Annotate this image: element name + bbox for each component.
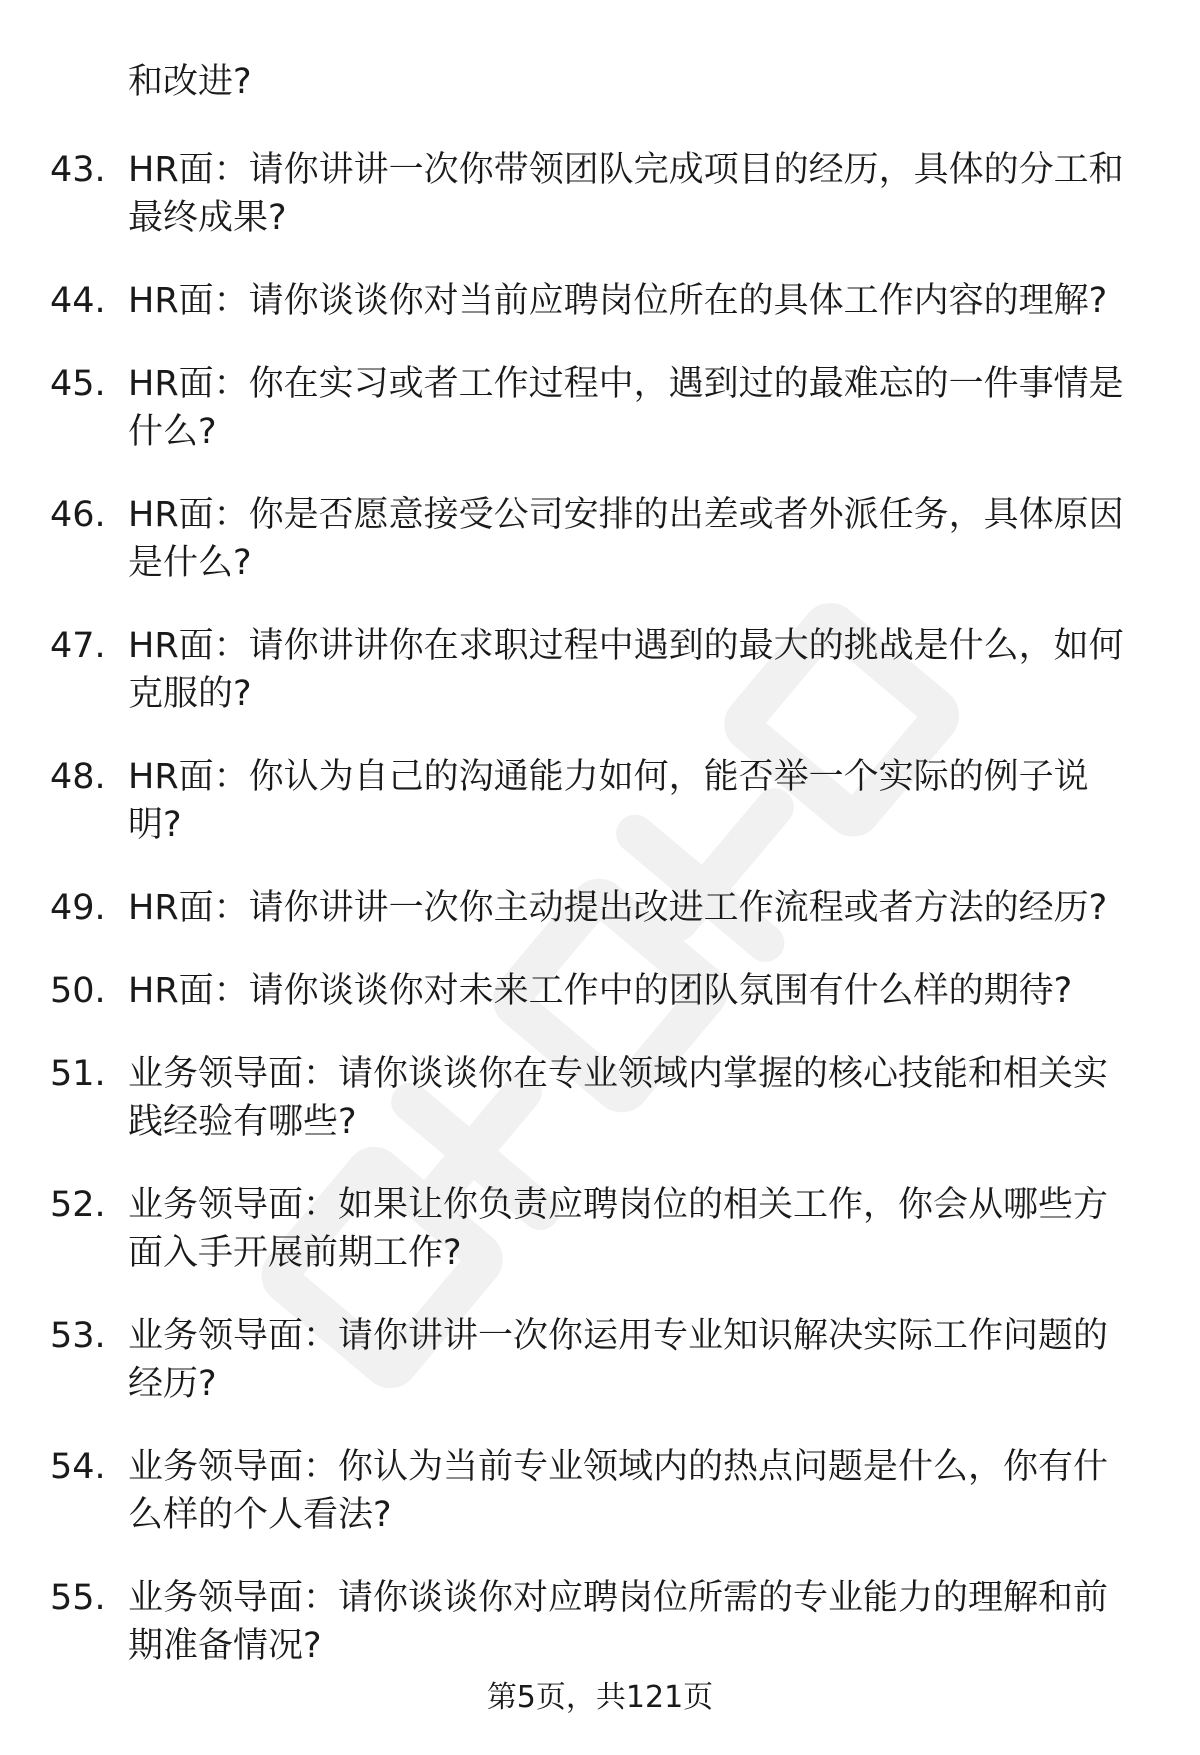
continued-question-text: 和改进?: [128, 62, 252, 102]
question-number: 54.: [50, 1447, 106, 1487]
question-text-line-2: 明?: [128, 805, 182, 845]
question-number: 48.: [50, 757, 106, 797]
question-text-line-1: HR面：请你讲讲你在求职过程中遇到的最大的挑战是什么，如何: [128, 626, 1124, 666]
question-item: [50, 146, 1160, 242]
question-text-line-1: 业务领导面：请你讲讲一次你运用专业知识解决实际工作问题的: [128, 1316, 1109, 1356]
question-number: 51.: [50, 1054, 106, 1094]
question-item: [50, 1574, 1160, 1670]
question-text-line-2: 克服的?: [128, 674, 252, 714]
question-item: [50, 277, 1160, 325]
question-number: 43.: [50, 150, 106, 190]
question-item: [50, 1443, 1160, 1539]
question-text-line-2: 是什么?: [128, 543, 252, 583]
page-number-footer: 第5页，共121页: [486, 1680, 714, 1715]
question-number: 53.: [50, 1316, 106, 1356]
question-text-line-2: 践经验有哪些?: [128, 1102, 357, 1142]
question-text-line-1: HR面：你认为自己的沟通能力如何，能否举一个实际的例子说: [128, 757, 1089, 797]
question-number: 47.: [50, 626, 106, 666]
question-item: [50, 884, 1160, 932]
question-text-line-1: 业务领导面：请你谈谈你对应聘岗位所需的专业能力的理解和前: [128, 1578, 1109, 1618]
question-text-line-1: 业务领导面：如果让你负责应聘岗位的相关工作，你会从哪些方: [128, 1185, 1109, 1225]
question-number: 45.: [50, 364, 106, 404]
question-item: [50, 1050, 1160, 1146]
question-text-line-1: 业务领导面：请你谈谈你在专业领域内掌握的核心技能和相关实: [128, 1054, 1109, 1094]
question-text-line-2: 面入手开展前期工作?: [128, 1233, 462, 1273]
question-text-line-1: HR面：请你讲讲一次你主动提出改进工作流程或者方法的经历?: [128, 888, 1108, 928]
question-item: [50, 360, 1160, 456]
question-list: [50, 146, 1160, 1705]
question-number: 44.: [50, 281, 106, 321]
question-item: [50, 1181, 1160, 1277]
question-text-line-1: HR面：你在实习或者工作过程中，遇到过的最难忘的一件事情是: [128, 364, 1124, 404]
question-text-line-2: 经历?: [128, 1364, 217, 1404]
question-number: 49.: [50, 888, 106, 928]
question-text-line-1: HR面：请你谈谈你对当前应聘岗位所在的具体工作内容的理解?: [128, 281, 1108, 321]
question-text-line-2: 什么?: [128, 412, 217, 452]
question-number: 50.: [50, 971, 106, 1011]
question-text-line-2: 最终成果?: [128, 198, 287, 238]
question-item: [50, 1312, 1160, 1408]
question-number: 46.: [50, 495, 106, 535]
question-text-line-1: 业务领导面：你认为当前专业领域内的热点问题是什么，你有什: [128, 1447, 1109, 1487]
question-text-line-1: HR面：你是否愿意接受公司安排的出差或者外派任务，具体原因: [128, 495, 1124, 535]
question-number: 55.: [50, 1578, 106, 1618]
question-item: [50, 622, 1160, 718]
question-text-line-1: HR面：请你谈谈你对未来工作中的团队氛围有什么样的期待?: [128, 971, 1073, 1011]
question-number: 52.: [50, 1185, 106, 1225]
question-text-line-2: 么样的个人看法?: [128, 1495, 392, 1535]
question-text-line-1: HR面：请你讲讲一次你带领团队完成项目的经历，具体的分工和: [128, 150, 1124, 190]
question-text-line-2: 期准备情况?: [128, 1626, 322, 1666]
question-item: [50, 491, 1160, 587]
question-item: [50, 967, 1160, 1015]
question-item: [50, 753, 1160, 849]
